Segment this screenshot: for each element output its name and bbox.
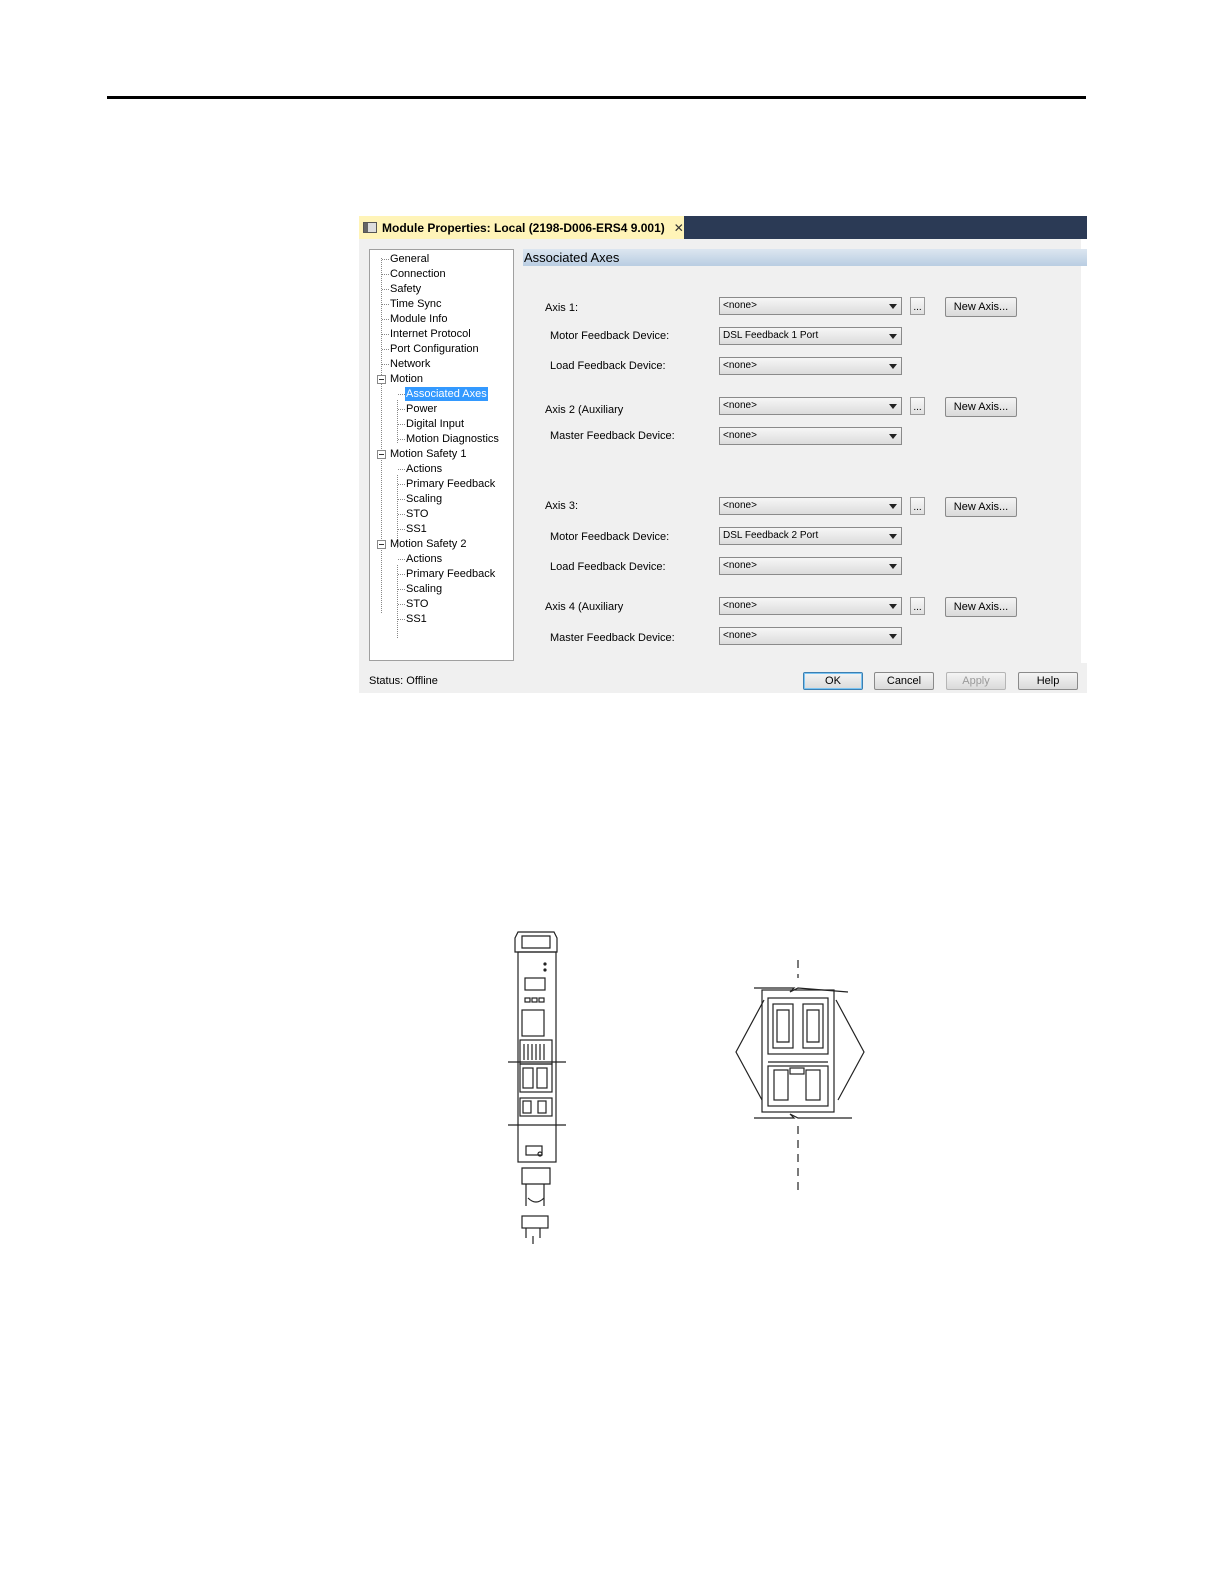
tree-line: [398, 559, 405, 560]
drive-module-illustration: [500, 928, 580, 1246]
tree-item-network[interactable]: Network: [390, 358, 431, 370]
dropdown-arrow-icon: [889, 564, 897, 569]
help-button[interactable]: Help: [1018, 672, 1078, 690]
apply-button[interactable]: Apply: [946, 672, 1006, 690]
axis-1-select[interactable]: [719, 297, 902, 315]
tree-line: [398, 424, 405, 425]
dropdown-arrow-icon: [889, 634, 897, 639]
axis-1-value: <none>: [723, 300, 757, 311]
collapse-motion-safety-2-icon[interactable]: [377, 540, 386, 549]
tree-item-primary-feedback-2[interactable]: Primary Feedback: [406, 568, 496, 580]
module-icon: [363, 222, 377, 233]
axis-2-select[interactable]: [719, 397, 902, 415]
axis-2-browse-button[interactable]: ...: [910, 397, 925, 415]
tree-item-digital-input[interactable]: Digital Input: [406, 418, 465, 430]
axis-2-new-axis-button[interactable]: New Axis...: [945, 397, 1017, 417]
axis-3-select[interactable]: [719, 497, 902, 515]
tree-item-connection[interactable]: Connection: [390, 268, 446, 280]
axis-1-load-feedback-value: <none>: [723, 360, 757, 371]
module-properties-dialog: [359, 216, 1087, 693]
tree-line: [382, 364, 389, 365]
tree-line: [398, 574, 405, 575]
tree-item-port-configuration[interactable]: Port Configuration: [390, 343, 479, 355]
tree-item-general[interactable]: General: [390, 253, 430, 265]
tree-item-sto-2[interactable]: STO: [406, 598, 429, 610]
tree-line: [382, 334, 389, 335]
tree-line: [398, 409, 405, 410]
category-tree[interactable]: [369, 249, 514, 661]
axis-1-load-feedback-select[interactable]: [719, 357, 902, 375]
tree-item-associated-axes[interactable]: Associated Axes: [406, 388, 487, 400]
tree-item-safety[interactable]: Safety: [390, 283, 422, 295]
dropdown-arrow-icon: [889, 334, 897, 339]
collapse-motion-icon[interactable]: [377, 375, 386, 384]
tree-line: [382, 274, 389, 275]
dropdown-arrow-icon: [889, 434, 897, 439]
dropdown-arrow-icon: [889, 404, 897, 409]
axis-4-master-feedback-label: Master Feedback Device:: [550, 632, 675, 644]
axis-3-load-feedback-label: Load Feedback Device:: [550, 561, 666, 573]
axis-4-value: <none>: [723, 600, 757, 611]
tree-line: [398, 439, 405, 440]
tree-line: [398, 619, 405, 620]
tree-item-internet-protocol[interactable]: Internet Protocol: [390, 328, 471, 340]
axis-1-motor-feedback-select[interactable]: [719, 327, 902, 345]
tree-item-power[interactable]: Power: [406, 403, 438, 415]
tree-item-time-sync[interactable]: Time Sync: [390, 298, 442, 310]
axis-1-browse-button[interactable]: ...: [910, 297, 925, 315]
dropdown-arrow-icon: [889, 364, 897, 369]
tree-line: [398, 499, 405, 500]
dropdown-arrow-icon: [889, 534, 897, 539]
axis-4-label: Axis 4 (Auxiliary: [545, 601, 624, 613]
dropdown-arrow-icon: [889, 504, 897, 509]
axis-3-value: <none>: [723, 500, 757, 511]
tree-line: [382, 289, 389, 290]
right-edge: [1081, 239, 1087, 663]
tree-line: [382, 259, 389, 260]
collapse-motion-safety-1-icon[interactable]: [377, 450, 386, 459]
tree-item-motion-safety-1[interactable]: Motion Safety 1: [390, 448, 467, 460]
tree-item-module-info[interactable]: Module Info: [390, 313, 448, 325]
title-bar: [359, 216, 1087, 239]
tree-item-primary-feedback-1[interactable]: Primary Feedback: [406, 478, 496, 490]
axis-1-label: Axis 1:: [545, 302, 579, 314]
axis-2-master-feedback-label: Master Feedback Device:: [550, 430, 675, 442]
tree-item-actions-2[interactable]: Actions: [406, 553, 443, 565]
axis-2-value: <none>: [723, 400, 757, 411]
tree-item-scaling-1[interactable]: Scaling: [406, 493, 443, 505]
axis-2-label: Axis 2 (Auxiliary: [545, 404, 624, 416]
axis-4-browse-button[interactable]: ...: [910, 597, 925, 615]
axis-1-new-axis-button[interactable]: New Axis...: [945, 297, 1017, 317]
axis-1-motor-feedback-label: Motor Feedback Device:: [550, 330, 670, 342]
tree-line: [398, 469, 405, 470]
axis-3-browse-button[interactable]: ...: [910, 497, 925, 515]
tree-item-actions-1[interactable]: Actions: [406, 463, 443, 475]
status-text: Status: Offline: [369, 675, 438, 687]
dropdown-arrow-icon: [889, 304, 897, 309]
tree-line: [382, 319, 389, 320]
tree-line: [382, 349, 389, 350]
axis-2-master-feedback-value: <none>: [723, 430, 757, 441]
tree-item-ss1-1[interactable]: SS1: [406, 523, 427, 535]
axis-1-motor-feedback-value: DSL Feedback 1 Port: [723, 330, 819, 341]
tree-item-scaling-2[interactable]: Scaling: [406, 583, 443, 595]
close-icon[interactable]: ✕: [673, 220, 684, 235]
axis-4-select[interactable]: [719, 597, 902, 615]
tree-line: [398, 604, 405, 605]
tree-line: [398, 514, 405, 515]
axis-3-new-axis-button[interactable]: New Axis...: [945, 497, 1017, 517]
tree-item-motion[interactable]: Motion: [390, 373, 424, 385]
axis-4-master-feedback-select[interactable]: [719, 627, 902, 645]
axis-3-motor-feedback-select[interactable]: [719, 527, 902, 545]
feedback-connector-detail-illustration: [728, 958, 876, 1196]
window-title: Module Properties: Local (2198-D006-ERS4 9.001): [382, 220, 665, 235]
tree-item-ss1-2[interactable]: SS1: [406, 613, 427, 625]
tree-line: [397, 400, 398, 443]
tree-line: [398, 484, 405, 485]
cancel-button[interactable]: Cancel: [874, 672, 934, 690]
tree-line: [398, 529, 405, 530]
axis-3-load-feedback-value: <none>: [723, 560, 757, 571]
axis-4-master-feedback-value: <none>: [723, 630, 757, 641]
tree-item-motion-diagnostics[interactable]: Motion Diagnostics: [406, 433, 499, 445]
tree-line: [381, 258, 382, 613]
axis-2-master-feedback-select[interactable]: [719, 427, 902, 445]
axis-3-load-feedback-select[interactable]: [719, 557, 902, 575]
tree-item-motion-safety-2[interactable]: Motion Safety 2: [390, 538, 467, 550]
tree-item-sto-1[interactable]: STO: [406, 508, 429, 520]
axis-3-motor-feedback-value: DSL Feedback 2 Port: [723, 530, 819, 541]
ok-button[interactable]: OK: [803, 672, 863, 690]
title-tab[interactable]: [359, 216, 684, 239]
section-title: Associated Axes: [524, 250, 620, 265]
axis-4-new-axis-button[interactable]: New Axis...: [945, 597, 1017, 617]
axis-1-load-feedback-label: Load Feedback Device:: [550, 360, 666, 372]
axis-3-motor-feedback-label: Motor Feedback Device:: [550, 531, 670, 543]
dropdown-arrow-icon: [889, 604, 897, 609]
axis-3-label: Axis 3:: [545, 500, 579, 512]
tree-line: [397, 565, 398, 638]
tree-line: [398, 394, 405, 395]
tree-line: [382, 304, 389, 305]
tree-line: [398, 589, 405, 590]
page-top-rule: [107, 96, 1086, 99]
